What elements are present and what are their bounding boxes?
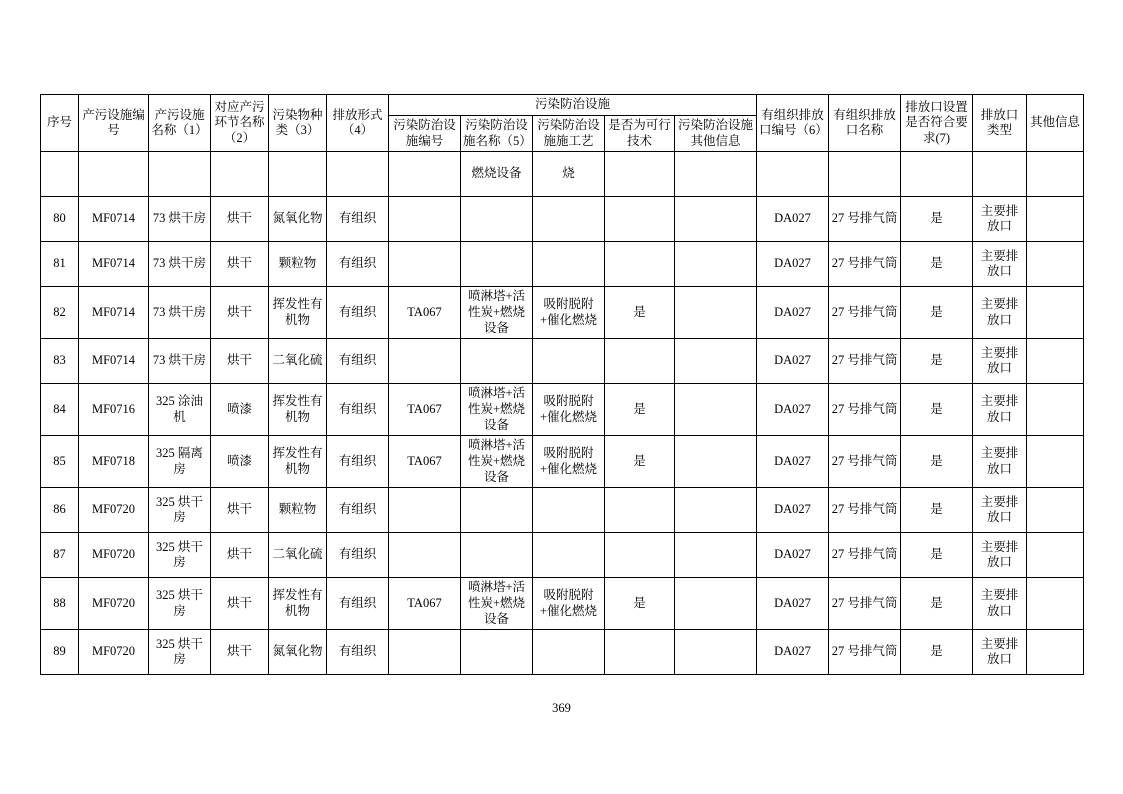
cell-treat-code: [389, 630, 461, 675]
header-outlet-code: 有组织排放口编号（6）: [757, 95, 829, 152]
cell-other: [1027, 197, 1084, 242]
cell-feasible: [605, 630, 675, 675]
cell-emission-form: 有组织: [327, 436, 389, 488]
cell-treat-code: TA067: [389, 578, 461, 630]
header-facility-code: 产污设施编号: [79, 95, 149, 152]
table-row: [41, 152, 1084, 197]
cell-facility-code: MF0720: [79, 578, 149, 630]
cell-other: [1027, 384, 1084, 436]
cell-treat-process: [533, 488, 605, 533]
cell-facility-name: 325 涂油机: [149, 384, 211, 436]
cell-outlet-name: 27 号排气筒: [829, 197, 901, 242]
cell-emission-form: 有组织: [327, 339, 389, 384]
cell-no: [41, 152, 79, 197]
cell-treat-process: [533, 533, 605, 578]
header-group-pollution-control: 污染防治设施: [389, 95, 757, 116]
cell-facility-name: 73 烘干房: [149, 242, 211, 287]
cell-no: 81: [41, 242, 79, 287]
cell-facility-code: MF0714: [79, 197, 149, 242]
cell-no: 84: [41, 384, 79, 436]
header-outlet-type: 排放口类型: [973, 95, 1027, 152]
cell-treat-name: [461, 242, 533, 287]
cell-emission-form: 有组织: [327, 197, 389, 242]
cell-treat-name: 喷淋塔+活性炭+燃烧设备: [461, 287, 533, 339]
cell-process-link: 喷漆: [211, 436, 269, 488]
cell-treat-process: [533, 630, 605, 675]
cell-outlet-name: 27 号排气筒: [829, 578, 901, 630]
cell-other: [1027, 339, 1084, 384]
pollution-control-table-wrapper: [40, 94, 1083, 675]
cell-other: [1027, 436, 1084, 488]
cell-emission-form: 有组织: [327, 488, 389, 533]
cell-treat-code: [389, 488, 461, 533]
cell-treat-code: [389, 533, 461, 578]
cell-emission-form: 有组织: [327, 533, 389, 578]
cell-process-link: 烘干: [211, 488, 269, 533]
cell-facility-name: 325 烘干房: [149, 578, 211, 630]
header-outlet-compliant: 排放口设置是否符合要求(7): [901, 95, 973, 152]
cell-compliant: 是: [901, 436, 973, 488]
cell-outlet-code: DA027: [757, 578, 829, 630]
cell-feasible: 是: [605, 287, 675, 339]
cell-feasible: [605, 152, 675, 197]
cell-facility-code: MF0720: [79, 533, 149, 578]
cell-process-link: 烘干: [211, 242, 269, 287]
cell-compliant: [901, 152, 973, 197]
cell-emission-form: 有组织: [327, 242, 389, 287]
cell-facility-code: MF0714: [79, 242, 149, 287]
cell-treat-name: 燃烧设备: [461, 152, 533, 197]
cell-no: 85: [41, 436, 79, 488]
header-treat-name: 污染防治设施名称（5）: [461, 116, 533, 152]
cell-no: 87: [41, 533, 79, 578]
cell-outlet-type: 主要排放口: [973, 630, 1027, 675]
cell-treat-code: TA067: [389, 436, 461, 488]
cell-treat-name: [461, 533, 533, 578]
cell-outlet-code: DA027: [757, 630, 829, 675]
cell-no: 82: [41, 287, 79, 339]
cell-treat-process: 吸附脱附+催化燃烧: [533, 578, 605, 630]
cell-treat-other: [675, 578, 757, 630]
cell-facility-code: MF0714: [79, 287, 149, 339]
cell-treat-process: 吸附脱附+催化燃烧: [533, 287, 605, 339]
cell-treat-name: [461, 197, 533, 242]
cell-process-link: 烘干: [211, 578, 269, 630]
cell-compliant: 是: [901, 488, 973, 533]
cell-compliant: 是: [901, 384, 973, 436]
cell-other: [1027, 630, 1084, 675]
cell-no: 86: [41, 488, 79, 533]
cell-outlet-name: 27 号排气筒: [829, 436, 901, 488]
cell-outlet-code: DA027: [757, 242, 829, 287]
cell-feasible: 是: [605, 384, 675, 436]
cell-facility-name: 325 隔离房: [149, 436, 211, 488]
cell-other: [1027, 152, 1084, 197]
header-outlet-name: 有组织排放口名称: [829, 95, 901, 152]
cell-no: 83: [41, 339, 79, 384]
cell-pollutant: 挥发性有机物: [269, 578, 327, 630]
cell-facility-name: 325 烘干房: [149, 533, 211, 578]
cell-other: [1027, 242, 1084, 287]
header-facility-name: 产污设施名称（1）: [149, 95, 211, 152]
header-other-info: 其他信息: [1027, 95, 1084, 152]
cell-emission-form: 有组织: [327, 384, 389, 436]
table-row: [41, 384, 1084, 436]
table-header: [41, 95, 1084, 152]
cell-process-link: 烘干: [211, 287, 269, 339]
cell-facility-name: 73 烘干房: [149, 197, 211, 242]
cell-outlet-code: DA027: [757, 287, 829, 339]
cell-treat-process: 吸附脱附+催化燃烧: [533, 384, 605, 436]
cell-feasible: 是: [605, 578, 675, 630]
header-treat-code: 污染防治设施编号: [389, 116, 461, 152]
cell-pollutant: 挥发性有机物: [269, 384, 327, 436]
cell-outlet-type: 主要排放口: [973, 197, 1027, 242]
cell-feasible: [605, 197, 675, 242]
cell-treat-name: 喷淋塔+活性炭+燃烧设备: [461, 384, 533, 436]
cell-treat-process: [533, 242, 605, 287]
cell-pollutant: 挥发性有机物: [269, 287, 327, 339]
cell-emission-form: [327, 152, 389, 197]
table-row: [41, 488, 1084, 533]
table-row: [41, 436, 1084, 488]
cell-no: 88: [41, 578, 79, 630]
cell-outlet-code: DA027: [757, 339, 829, 384]
cell-other: [1027, 287, 1084, 339]
cell-feasible: [605, 488, 675, 533]
cell-no: 89: [41, 630, 79, 675]
cell-facility-name: 73 烘干房: [149, 287, 211, 339]
cell-treat-other: [675, 339, 757, 384]
cell-feasible: [605, 242, 675, 287]
cell-process-link: 烘干: [211, 533, 269, 578]
cell-outlet-type: 主要排放口: [973, 384, 1027, 436]
cell-treat-name: 喷淋塔+活性炭+燃烧设备: [461, 578, 533, 630]
cell-treat-name: 喷淋塔+活性炭+燃烧设备: [461, 436, 533, 488]
cell-pollutant: 二氧化硫: [269, 533, 327, 578]
table-row: [41, 578, 1084, 630]
cell-treat-other: [675, 242, 757, 287]
cell-feasible: 是: [605, 436, 675, 488]
table-row: [41, 287, 1084, 339]
cell-feasible: [605, 339, 675, 384]
cell-treat-code: [389, 197, 461, 242]
cell-facility-code: MF0714: [79, 339, 149, 384]
cell-emission-form: 有组织: [327, 630, 389, 675]
cell-treat-code: [389, 242, 461, 287]
cell-outlet-name: 27 号排气筒: [829, 533, 901, 578]
cell-other: [1027, 533, 1084, 578]
header-treat-other-info: 污染防治设施其他信息: [675, 116, 757, 152]
cell-treat-code: TA067: [389, 287, 461, 339]
pollution-control-table: [40, 94, 1084, 675]
table-row: [41, 197, 1084, 242]
cell-facility-name: 73 烘干房: [149, 339, 211, 384]
cell-pollutant: 挥发性有机物: [269, 436, 327, 488]
cell-outlet-name: 27 号排气筒: [829, 242, 901, 287]
cell-compliant: 是: [901, 339, 973, 384]
cell-process-link: [211, 152, 269, 197]
cell-emission-form: 有组织: [327, 578, 389, 630]
cell-outlet-type: 主要排放口: [973, 578, 1027, 630]
cell-outlet-type: 主要排放口: [973, 339, 1027, 384]
cell-pollutant: 颗粒物: [269, 242, 327, 287]
cell-treat-process: 吸附脱附+催化燃烧: [533, 436, 605, 488]
cell-process-link: 喷漆: [211, 384, 269, 436]
cell-treat-code: [389, 152, 461, 197]
cell-outlet-code: DA027: [757, 488, 829, 533]
cell-other: [1027, 578, 1084, 630]
cell-feasible: [605, 533, 675, 578]
cell-compliant: 是: [901, 533, 973, 578]
cell-facility-name: 325 烘干房: [149, 488, 211, 533]
table-body: [41, 152, 1084, 675]
cell-pollutant: 二氧化硫: [269, 339, 327, 384]
cell-compliant: 是: [901, 287, 973, 339]
cell-treat-other: [675, 197, 757, 242]
cell-outlet-code: DA027: [757, 533, 829, 578]
cell-compliant: 是: [901, 630, 973, 675]
cell-treat-code: [389, 339, 461, 384]
header-pollutant-type: 污染物种类（3）: [269, 95, 327, 152]
cell-treat-code: TA067: [389, 384, 461, 436]
cell-facility-name: 325 烘干房: [149, 630, 211, 675]
cell-treat-other: [675, 533, 757, 578]
table-row: [41, 630, 1084, 675]
cell-treat-name: [461, 488, 533, 533]
cell-facility-name: [149, 152, 211, 197]
cell-treat-process: 烧: [533, 152, 605, 197]
cell-other: [1027, 488, 1084, 533]
cell-process-link: 烘干: [211, 339, 269, 384]
cell-treat-process: [533, 339, 605, 384]
cell-facility-code: MF0720: [79, 488, 149, 533]
cell-facility-code: [79, 152, 149, 197]
cell-outlet-name: 27 号排气筒: [829, 384, 901, 436]
cell-treat-name: [461, 630, 533, 675]
cell-outlet-type: 主要排放口: [973, 533, 1027, 578]
cell-facility-code: MF0718: [79, 436, 149, 488]
cell-outlet-name: 27 号排气筒: [829, 287, 901, 339]
cell-compliant: 是: [901, 197, 973, 242]
cell-outlet-type: 主要排放口: [973, 242, 1027, 287]
cell-outlet-code: DA027: [757, 384, 829, 436]
cell-treat-other: [675, 287, 757, 339]
cell-facility-code: MF0716: [79, 384, 149, 436]
cell-compliant: 是: [901, 242, 973, 287]
header-no: 序号: [41, 95, 79, 152]
cell-treat-other: [675, 436, 757, 488]
table-row: [41, 339, 1084, 384]
cell-outlet-type: 主要排放口: [973, 287, 1027, 339]
cell-outlet-name: 27 号排气筒: [829, 488, 901, 533]
table-row: [41, 242, 1084, 287]
header-treat-process: 污染防治设施施工艺: [533, 116, 605, 152]
table-header-group-row: [41, 95, 1084, 116]
cell-outlet-code: DA027: [757, 436, 829, 488]
cell-pollutant: [269, 152, 327, 197]
cell-treat-other: [675, 384, 757, 436]
cell-outlet-code: DA027: [757, 197, 829, 242]
cell-outlet-name: 27 号排气筒: [829, 630, 901, 675]
cell-pollutant: 氮氧化物: [269, 630, 327, 675]
cell-pollutant: 颗粒物: [269, 488, 327, 533]
cell-facility-code: MF0720: [79, 630, 149, 675]
cell-pollutant: 氮氧化物: [269, 197, 327, 242]
cell-no: 80: [41, 197, 79, 242]
table-row: [41, 533, 1084, 578]
cell-treat-name: [461, 339, 533, 384]
page-number: 369: [552, 701, 571, 715]
cell-outlet-type: 主要排放口: [973, 436, 1027, 488]
cell-emission-form: 有组织: [327, 287, 389, 339]
cell-treat-process: [533, 197, 605, 242]
cell-outlet-code: [757, 152, 829, 197]
cell-process-link: 烘干: [211, 197, 269, 242]
header-emission-form: 排放形式（4）: [327, 95, 389, 152]
cell-treat-other: [675, 630, 757, 675]
cell-outlet-type: [973, 152, 1027, 197]
header-feasible-tech: 是否为可行技术: [605, 116, 675, 152]
cell-treat-other: [675, 152, 757, 197]
cell-outlet-name: 27 号排气筒: [829, 339, 901, 384]
cell-process-link: 烘干: [211, 630, 269, 675]
cell-compliant: 是: [901, 578, 973, 630]
header-process-link: 对应产污环节名称（2）: [211, 95, 269, 152]
cell-outlet-name: [829, 152, 901, 197]
cell-treat-other: [675, 488, 757, 533]
cell-outlet-type: 主要排放口: [973, 488, 1027, 533]
